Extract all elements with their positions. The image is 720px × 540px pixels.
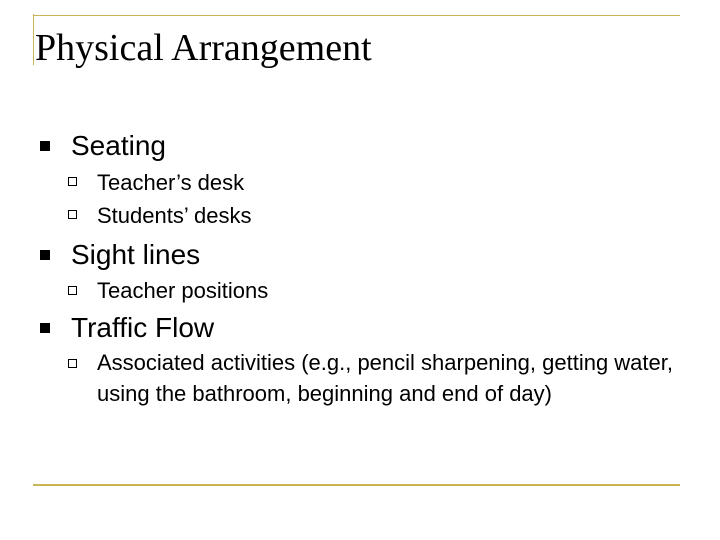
top-rule bbox=[33, 15, 680, 16]
hollow-square-bullet-icon bbox=[68, 177, 77, 186]
bullet-seating: Seating bbox=[71, 130, 166, 161]
subbullet-students-desks: Students’ desks bbox=[97, 203, 252, 228]
subbullet-teachers-desk: Teacher’s desk bbox=[97, 170, 245, 195]
subbullet-associated-activities: Associated activities (e.g., pencil sharpening, getting water, using the bathroom, beginning and end of day) bbox=[97, 350, 673, 406]
square-bullet-icon bbox=[40, 323, 50, 333]
bullet-traffic-flow: Traffic Flow bbox=[71, 312, 215, 343]
subbullet-teacher-positions: Teacher positions bbox=[97, 278, 269, 303]
hollow-square-bullet-icon bbox=[68, 359, 77, 368]
hollow-square-bullet-icon bbox=[68, 286, 77, 295]
bottom-rule bbox=[33, 484, 680, 486]
hollow-square-bullet-icon bbox=[68, 210, 77, 219]
bullet-sight-lines: Sight lines bbox=[71, 239, 201, 270]
square-bullet-icon bbox=[40, 141, 50, 151]
slide-title: Physical Arrangement bbox=[35, 27, 372, 69]
left-rule bbox=[33, 14, 34, 65]
square-bullet-icon bbox=[40, 250, 50, 260]
